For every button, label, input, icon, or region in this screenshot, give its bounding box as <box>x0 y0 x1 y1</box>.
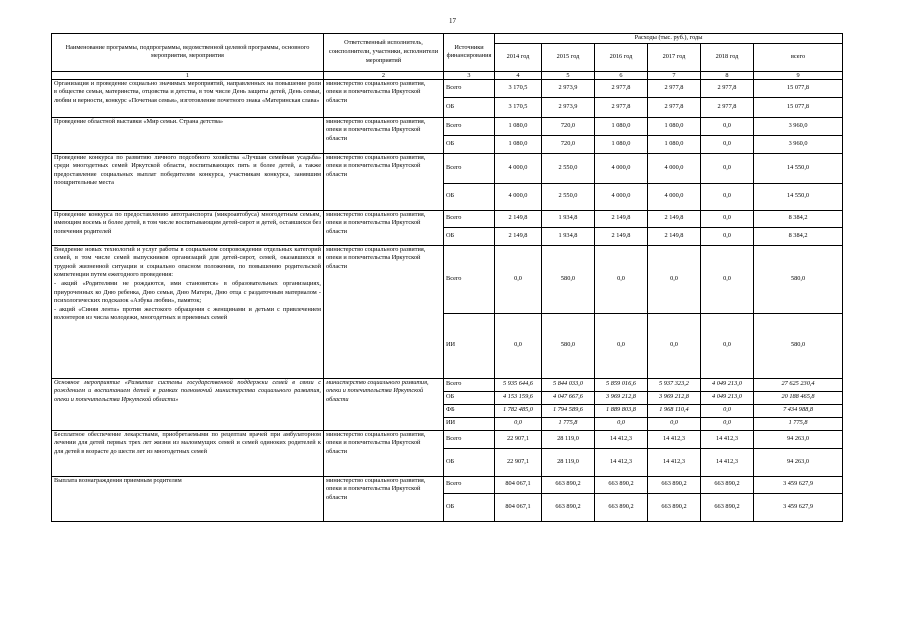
year-value: 1 080,0 <box>495 135 542 153</box>
year-value: 14 412,3 <box>701 430 754 448</box>
total-value: 8 384,2 <box>754 210 843 227</box>
year-value: 720,0 <box>542 135 595 153</box>
header-expenses: Расходы (тыс. руб.), годы <box>495 34 843 44</box>
column-index: 7 <box>648 71 701 79</box>
column-index: 6 <box>595 71 648 79</box>
year-value: 28 119,0 <box>542 448 595 476</box>
year-value: 804 067,1 <box>495 476 542 493</box>
year-value: 2 977,8 <box>648 79 701 97</box>
year-value: 2 149,8 <box>595 227 648 245</box>
total-value: 3 459 627,9 <box>754 493 843 521</box>
year-value: 0,0 <box>701 227 754 245</box>
year-value: 0,0 <box>701 417 754 430</box>
year-value: 0,0 <box>701 210 754 227</box>
total-value: 27 625 230,4 <box>754 378 843 391</box>
funding-source: Всего <box>444 430 495 448</box>
year-value: 663 890,2 <box>595 476 648 493</box>
funding-source: ИИ <box>444 417 495 430</box>
year-value: 663 890,2 <box>701 493 754 521</box>
measure-name: Основное мероприятие «Развитие системы государственной поддержки семей в связи с рождением и воспитанием детей в рамках полномочий министерства социального развития, опеки и попечительства Иркутской области» <box>52 378 324 430</box>
total-value: 20 188 465,8 <box>754 391 843 404</box>
funding-source: ОБ <box>444 448 495 476</box>
year-value: 4 049 213,0 <box>701 391 754 404</box>
column-index: 9 <box>754 71 843 79</box>
year-value: 0,0 <box>701 117 754 135</box>
column-index-row <box>52 71 843 79</box>
measure-name: Внедрение новых технологий и услуг работы в социальном сопровождении отдельных категорий семей, в том числе семей выпускников организаций для детей-сирот, семей, оказавшихся в трудной жизненной ситуации и социально опасном положении, по повышению родительской компетенции путем ежегодного проведения: - акций «Родителями не рождаются, ими становятся» в образовательных организациях, приуроченных ко Дню ребенка, Дню семьи, Дню Матери, Дню отца с раздаточным материалом - психологических подсказок «Азбука любви», памяток; - акций «Синяя лента» против жестокого обращения с женщинами и детьми с привлечением волонтеров из числа молодежи, многодетных и приемных семей <box>52 245 324 378</box>
year-value: 22 907,1 <box>495 448 542 476</box>
year-value: 2 977,8 <box>701 79 754 97</box>
year-value: 5 935 644,6 <box>495 378 542 391</box>
year-value: 4 000,0 <box>595 183 648 210</box>
funding-source: Всего <box>444 378 495 391</box>
header-year: 2015 год <box>542 43 595 71</box>
year-value: 4 153 159,6 <box>495 391 542 404</box>
total-value: 15 077,8 <box>754 97 843 117</box>
year-value: 663 890,2 <box>648 476 701 493</box>
funding-source: Всего <box>444 210 495 227</box>
year-value: 2 149,8 <box>648 210 701 227</box>
year-value: 0,0 <box>648 245 701 313</box>
funding-source: ОБ <box>444 183 495 210</box>
measure-name: Проведение конкурса по развитию личного подсобного хозяйства «Лучшая семейная усадьба» среди многодетных семей Иркутской области, воспитывающих пять и более детей, а также предоставление социальных выплат победителям конкурса, участникам конкурса, занявшим поощрительные места <box>52 153 324 210</box>
column-index: 1 <box>52 71 324 79</box>
funding-source: ОБ <box>444 391 495 404</box>
year-value: 2 550,0 <box>542 153 595 183</box>
total-value: 14 550,0 <box>754 153 843 183</box>
funding-source: Всего <box>444 153 495 183</box>
year-value: 4 000,0 <box>648 153 701 183</box>
expenses-table <box>51 33 843 522</box>
executor: министерство социального развития, опеки и попечительства Иркутской области <box>324 245 444 378</box>
table-body <box>52 79 843 521</box>
year-value: 2 149,8 <box>495 210 542 227</box>
total-value: 7 434 988,8 <box>754 404 843 417</box>
funding-source: ОБ <box>444 97 495 117</box>
funding-source: Всего <box>444 476 495 493</box>
year-value: 4 000,0 <box>595 153 648 183</box>
total-value: 8 384,2 <box>754 227 843 245</box>
year-value: 2 977,8 <box>701 97 754 117</box>
year-value: 5 859 016,6 <box>595 378 648 391</box>
header-executor: Ответственный исполнитель, соисполнители, участники, исполнители мероприятий <box>324 34 444 72</box>
year-value: 5 844 033,0 <box>542 378 595 391</box>
executor: министерство социального развития, опеки и попечительства Иркутской области <box>324 79 444 117</box>
year-value: 0,0 <box>648 313 701 378</box>
year-value: 580,0 <box>542 313 595 378</box>
year-value: 0,0 <box>701 153 754 183</box>
year-value: 22 907,1 <box>495 430 542 448</box>
year-value: 2 977,8 <box>595 79 648 97</box>
table-row <box>52 210 843 227</box>
year-value: 0,0 <box>648 417 701 430</box>
year-value: 1 934,8 <box>542 227 595 245</box>
year-value: 580,0 <box>542 245 595 313</box>
table-row <box>52 245 843 313</box>
year-value: 663 890,2 <box>542 476 595 493</box>
year-value: 663 890,2 <box>595 493 648 521</box>
total-value: 3 459 627,9 <box>754 476 843 493</box>
year-value: 2 973,9 <box>542 79 595 97</box>
table-row <box>52 378 843 391</box>
year-value: 1 782 485,0 <box>495 404 542 417</box>
year-value: 4 000,0 <box>495 153 542 183</box>
year-value: 4 047 667,6 <box>542 391 595 404</box>
year-value: 14 412,3 <box>648 430 701 448</box>
year-value: 663 890,2 <box>542 493 595 521</box>
total-value: 3 960,0 <box>754 135 843 153</box>
column-index: 5 <box>542 71 595 79</box>
year-value: 14 412,3 <box>648 448 701 476</box>
year-value: 720,0 <box>542 117 595 135</box>
table-row <box>52 117 843 135</box>
measure-name: Бесплатное обеспечение лекарствами, приобретаемыми по рецептам врачей при амбулаторном лечении для детей первых трех лет жизни из малоимущих семей и семей одиноких родителей к для детей в возрасте до шести лет из многодетных семей <box>52 430 324 476</box>
year-value: 0,0 <box>701 404 754 417</box>
year-value: 2 977,8 <box>648 97 701 117</box>
year-value: 4 000,0 <box>495 183 542 210</box>
total-value: 94 263,0 <box>754 448 843 476</box>
year-value: 1 889 803,8 <box>595 404 648 417</box>
table-row <box>52 430 843 448</box>
year-value: 2 149,8 <box>595 210 648 227</box>
total-value: 1 775,8 <box>754 417 843 430</box>
header-year: 2018 год <box>701 43 754 71</box>
year-value: 2 149,8 <box>648 227 701 245</box>
year-value: 1 080,0 <box>648 135 701 153</box>
header-year: 2017 год <box>648 43 701 71</box>
executor: министерство социального развития, опеки и попечительства Иркутской области <box>324 210 444 245</box>
total-value: 14 550,0 <box>754 183 843 210</box>
funding-source: ОБ <box>444 227 495 245</box>
year-value: 0,0 <box>701 135 754 153</box>
year-value: 2 977,8 <box>595 97 648 117</box>
table-row <box>52 153 843 183</box>
header-total: всего <box>754 43 843 71</box>
year-value: 1 080,0 <box>595 135 648 153</box>
year-value: 3 170,5 <box>495 97 542 117</box>
funding-source: Всего <box>444 245 495 313</box>
year-value: 4 049 213,0 <box>701 378 754 391</box>
header-name: Наименование программы, подпрограммы, ведомственной целевой программы, основного мероприятия, мероприятия <box>52 34 324 72</box>
year-value: 14 412,3 <box>701 448 754 476</box>
year-value: 3 969 212,8 <box>595 391 648 404</box>
executor: министерство социального развития, опеки и попечительства Иркутской области <box>324 378 444 430</box>
year-value: 3 969 212,8 <box>648 391 701 404</box>
total-value: 3 960,0 <box>754 117 843 135</box>
executor: министерство социального развития, опеки и попечительства Иркутской области <box>324 117 444 153</box>
year-value: 0,0 <box>595 245 648 313</box>
total-value: 94 263,0 <box>754 430 843 448</box>
header-year: 2016 год <box>595 43 648 71</box>
year-value: 2 149,8 <box>495 227 542 245</box>
total-value: 15 077,8 <box>754 79 843 97</box>
total-value: 580,0 <box>754 313 843 378</box>
year-value: 1 968 110,4 <box>648 404 701 417</box>
year-value: 0,0 <box>495 245 542 313</box>
executor: министерство социального развития, опеки и попечительства Иркутской области <box>324 430 444 476</box>
year-value: 4 000,0 <box>648 183 701 210</box>
column-index: 4 <box>495 71 542 79</box>
funding-source: Всего <box>444 79 495 97</box>
funding-source: ФБ <box>444 404 495 417</box>
year-value: 0,0 <box>701 183 754 210</box>
year-value: 0,0 <box>595 417 648 430</box>
header-source: Источники финансирования <box>444 34 495 72</box>
year-value: 0,0 <box>595 313 648 378</box>
executor: министерство социального развития, опеки и попечительства Иркутской области <box>324 476 444 521</box>
header-year: 2014 год <box>495 43 542 71</box>
year-value: 1 080,0 <box>595 117 648 135</box>
year-value: 0,0 <box>701 245 754 313</box>
year-value: 804 067,1 <box>495 493 542 521</box>
total-value: 580,0 <box>754 245 843 313</box>
funding-source: ИИ <box>444 313 495 378</box>
year-value: 1 934,8 <box>542 210 595 227</box>
year-value: 1 794 589,6 <box>542 404 595 417</box>
year-value: 28 119,0 <box>542 430 595 448</box>
year-value: 1 080,0 <box>495 117 542 135</box>
measure-name: Проведение конкурса по предоставлению автотранспорта (микроавтобуса) многодетным семьям, имеющим восемь и более детей, в том числе воспитывающим детей-сирот и детей, оставшихся без попечения родителей <box>52 210 324 245</box>
funding-source: ОБ <box>444 135 495 153</box>
measure-name: Выплата вознаграждения приемным родителям <box>52 476 324 521</box>
year-value: 0,0 <box>495 417 542 430</box>
year-value: 5 937 323,2 <box>648 378 701 391</box>
year-value: 0,0 <box>701 313 754 378</box>
measure-name: Организация и проведение социально значимых мероприятий, направленных на повышение роли в обществе семьи, материнства, отцовства и детства, в том числе День защиты детей, День семьи, любви и верности, конкурс «Почетная семья», изготовление почетного знака «Материнская слава» <box>52 79 324 117</box>
column-index: 8 <box>701 71 754 79</box>
year-value: 663 890,2 <box>701 476 754 493</box>
year-value: 14 412,3 <box>595 448 648 476</box>
column-index: 2 <box>324 71 444 79</box>
funding-source: ОБ <box>444 493 495 521</box>
table-row <box>52 476 843 493</box>
year-value: 663 890,2 <box>648 493 701 521</box>
year-value: 3 170,5 <box>495 79 542 97</box>
page-number: 17 <box>449 17 456 25</box>
table-row <box>52 79 843 97</box>
executor: министерство социального развития, опеки и попечительства Иркутской области <box>324 153 444 210</box>
year-value: 0,0 <box>495 313 542 378</box>
measure-name: Проведение областной выставки «Мир семьи. Страна детства» <box>52 117 324 153</box>
column-index: 3 <box>444 71 495 79</box>
year-value: 14 412,3 <box>595 430 648 448</box>
year-value: 2 973,9 <box>542 97 595 117</box>
funding-source: Всего <box>444 117 495 135</box>
year-value: 1 775,8 <box>542 417 595 430</box>
year-value: 2 550,0 <box>542 183 595 210</box>
year-value: 1 080,0 <box>648 117 701 135</box>
